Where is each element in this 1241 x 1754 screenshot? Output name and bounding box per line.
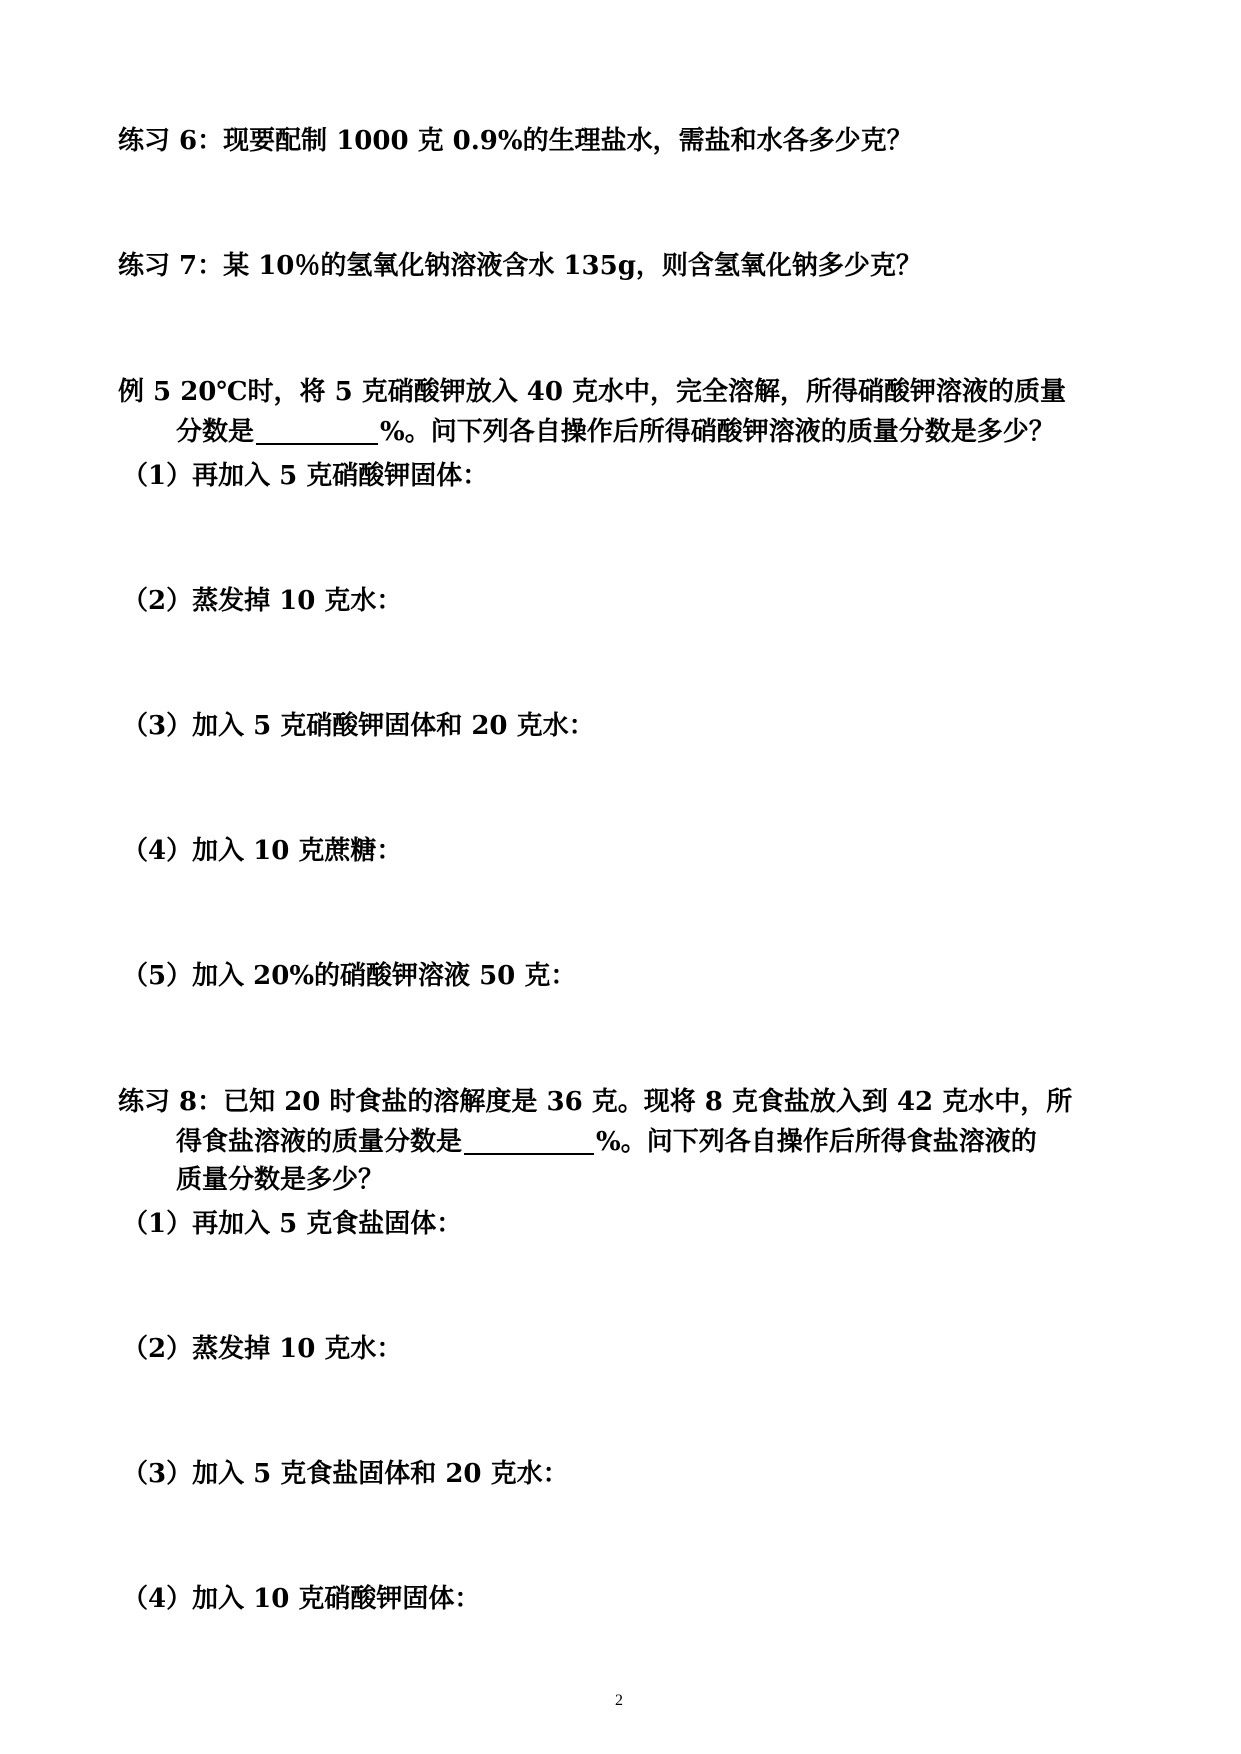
exercise-8-line-3: 质量分数是多少？ <box>176 1165 385 1195</box>
exercise-8-item-2: （2）蒸发掉 10 克水： <box>122 1334 403 1364</box>
exercise-7-question: 练习 7：某 10％的氢氧化钠溶液含水 135g，则含氢氧化钠多少克？ <box>118 251 922 281</box>
example-5-item-4: （4）加入 10 克蔗糖： <box>122 836 403 866</box>
exercise-8-line-1: 练习 8：已知 20 时食盐的溶解度是 36 克。现将 8 克食盐放入到 42 克水中，所 <box>118 1087 1073 1117</box>
answer-blank[interactable] <box>464 1129 594 1155</box>
example-5-item-3: （3）加入 5 克硝酸钾固体和 20 克水： <box>122 711 595 741</box>
exercise-8-line-2 <box>176 1129 1037 1155</box>
example-5-item-1: （1）再加入 5 克硝酸钾固体： <box>122 461 489 491</box>
page-number: 2 <box>615 1692 623 1709</box>
example-5-line-2-suffix: %。问下列各自操作后所得硝酸钾溶液的质量分数是多少？ <box>380 417 1055 447</box>
exercise-8-item-1: （1）再加入 5 克食盐固体： <box>122 1209 463 1239</box>
exercise-8-item-3: （3）加入 5 克食盐固体和 20 克水： <box>122 1459 569 1489</box>
example-5-item-5: （5）加入 20%的硝酸钾溶液 50 克： <box>122 961 577 991</box>
exercise-8-line-2-suffix: %。问下列各自操作后所得食盐溶液的 <box>596 1127 1037 1157</box>
answer-blank[interactable] <box>256 419 378 445</box>
example-5-item-2: （2）蒸发掉 10 克水： <box>122 586 403 616</box>
example-5-line-2-prefix: 分数是 <box>176 417 255 447</box>
exercise-8-line-2-prefix: 得食盐溶液的质量分数是 <box>176 1127 463 1157</box>
example-5-line-2 <box>176 419 1055 445</box>
exercise-6-question: 练习 6：现要配制 1000 克 0.9%的生理盐水，需盐和水各多少克？ <box>118 126 913 156</box>
exercise-8-item-4: （4）加入 10 克硝酸钾固体： <box>122 1584 481 1614</box>
example-5-line-1: 例 5 20℃时，将 5 克硝酸钾放入 40 克水中，完全溶解，所得硝酸钾溶液的质量 <box>118 377 1067 407</box>
